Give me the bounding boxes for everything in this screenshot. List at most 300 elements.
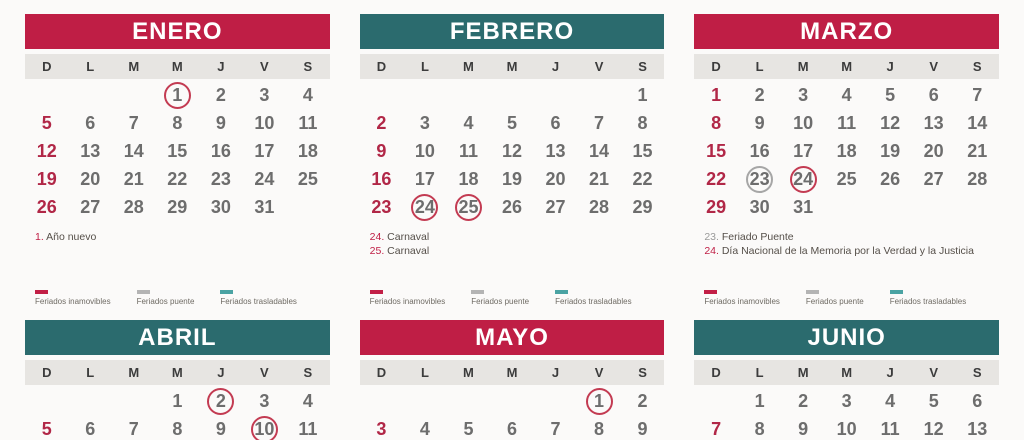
- day-number: 11: [458, 140, 478, 161]
- day-number: 4: [841, 84, 852, 105]
- weekday-label: J: [217, 365, 225, 380]
- day-cell: [825, 387, 869, 415]
- weekday-header-row: [694, 360, 999, 385]
- day-grid: [694, 387, 999, 440]
- day-number: 21: [123, 168, 144, 189]
- day-cell: [781, 137, 825, 165]
- day-cell: [781, 109, 825, 137]
- holiday-note-text: Feriado Puente: [721, 231, 794, 243]
- legend-item-teal: [555, 290, 631, 306]
- day-cell: [694, 193, 738, 221]
- day-cell-empty: [534, 387, 578, 415]
- day-number: 15: [706, 140, 727, 161]
- day-number: 8: [594, 418, 605, 439]
- day-number: 3: [259, 84, 270, 105]
- day-cell: [825, 415, 869, 440]
- weekday-label: M: [128, 365, 140, 380]
- legend-swatch-gray-icon: [471, 290, 484, 294]
- day-cell: [825, 137, 869, 165]
- weekday-label: M: [841, 59, 853, 74]
- day-number-circled-red: 10: [251, 416, 278, 440]
- day-cell: [199, 387, 243, 415]
- weekday-label: S: [303, 365, 313, 380]
- day-number: 21: [589, 168, 610, 189]
- day-cell: [955, 137, 999, 165]
- day-cell: [534, 193, 578, 221]
- day-number: 23: [371, 196, 392, 217]
- weekday-label: D: [711, 59, 721, 74]
- legend-swatch-gray-icon: [137, 290, 150, 294]
- day-cell: [868, 415, 912, 440]
- day-number: 1: [754, 390, 765, 411]
- day-number: 2: [637, 390, 648, 411]
- day-number: 14: [967, 112, 988, 133]
- day-grid: [25, 81, 330, 221]
- day-number: 22: [167, 168, 188, 189]
- day-cell: [694, 165, 738, 193]
- weekday-label: V: [929, 59, 939, 74]
- day-number: 11: [298, 418, 318, 439]
- day-cell: [156, 415, 200, 440]
- day-cell: [112, 193, 156, 221]
- day-number: 25: [297, 168, 318, 189]
- month-title: ENERO: [132, 17, 223, 45]
- day-cell: [69, 165, 113, 193]
- legend-item-gray: [471, 290, 529, 306]
- day-cell: [156, 387, 200, 415]
- day-number: 8: [754, 418, 765, 439]
- weekday-label: J: [551, 59, 560, 74]
- day-number: 26: [880, 168, 901, 189]
- day-cell-empty: [403, 81, 447, 109]
- legend-item-red: [704, 290, 780, 306]
- holiday-note-text: Carnaval: [387, 245, 430, 258]
- weekday-label: J: [886, 59, 894, 74]
- day-cell: [738, 81, 782, 109]
- day-cell: [286, 137, 330, 165]
- weekday-label: L: [420, 365, 429, 380]
- day-cell: [781, 81, 825, 109]
- day-cell: [621, 387, 665, 415]
- day-cell: [360, 137, 404, 165]
- day-cell: [156, 193, 200, 221]
- day-number: 4: [302, 390, 313, 411]
- day-cell: [243, 137, 287, 165]
- day-number: 14: [589, 140, 610, 161]
- day-cell: [694, 81, 738, 109]
- day-number: 1: [637, 84, 648, 105]
- day-cell-empty: [447, 81, 491, 109]
- day-cell: [360, 415, 404, 440]
- day-cell: [447, 193, 491, 221]
- day-cell-empty: [825, 193, 869, 221]
- day-number: 8: [711, 112, 722, 133]
- weekday-label: L: [755, 59, 764, 74]
- day-number-circled-red: 1: [164, 82, 191, 109]
- weekday-label: V: [594, 365, 604, 380]
- weekday-label: D: [42, 365, 52, 380]
- day-cell: [286, 165, 330, 193]
- month-title: JUNIO: [807, 323, 886, 351]
- day-number: 18: [458, 168, 479, 189]
- day-number: 9: [637, 418, 648, 439]
- month-title-bar: [25, 14, 330, 49]
- day-number: 20: [923, 140, 944, 161]
- day-cell: [243, 165, 287, 193]
- day-cell: [403, 137, 447, 165]
- day-number: 13: [80, 140, 101, 161]
- day-number: 10: [793, 112, 814, 133]
- weekday-label: L: [86, 59, 95, 74]
- holiday-note: [35, 230, 330, 244]
- day-number: 16: [210, 140, 231, 161]
- day-number: 10: [254, 112, 275, 133]
- day-number: 3: [419, 112, 430, 133]
- day-number: 6: [506, 418, 517, 439]
- day-cell-empty: [25, 387, 69, 415]
- day-cell: [243, 109, 287, 137]
- day-cell-empty: [955, 193, 999, 221]
- day-number: 11: [837, 112, 857, 133]
- day-number: 16: [371, 168, 392, 189]
- day-number: 2: [754, 84, 765, 105]
- day-cell: [490, 109, 534, 137]
- day-number: 31: [254, 196, 275, 217]
- day-cell: [738, 193, 782, 221]
- day-cell: [738, 109, 782, 137]
- day-number: 16: [749, 140, 770, 161]
- weekday-label: S: [638, 59, 647, 74]
- day-cell: [621, 109, 665, 137]
- day-cell: [286, 109, 330, 137]
- holiday-note-number: 24.: [704, 245, 722, 258]
- day-number-circled-red: 24: [790, 166, 817, 193]
- day-cell: [490, 165, 534, 193]
- day-cell: [534, 415, 578, 440]
- weekday-label: V: [929, 365, 939, 380]
- day-cell: [912, 109, 956, 137]
- day-cell: [69, 109, 113, 137]
- legend-label: Feriados inamovibles: [369, 297, 446, 306]
- legend-swatch-gray-icon: [806, 290, 819, 294]
- day-cell: [156, 165, 200, 193]
- day-number: 19: [880, 140, 901, 161]
- day-cell: [694, 415, 738, 440]
- day-cell-empty: [534, 81, 578, 109]
- day-number: 8: [172, 112, 183, 133]
- weekday-header-row: [360, 54, 665, 79]
- weekday-label: M: [171, 59, 183, 74]
- day-number: 19: [501, 168, 522, 189]
- month-title: FEBRERO: [449, 17, 575, 45]
- legend-label: Feriados trasladables: [889, 297, 967, 306]
- legend-swatch-red-icon: [370, 290, 383, 294]
- legend-item-red: [35, 290, 111, 306]
- day-number: 2: [798, 390, 809, 411]
- holiday-note: [704, 244, 999, 258]
- day-number: 9: [754, 112, 765, 133]
- month-abril: [25, 320, 330, 440]
- day-number: 5: [885, 84, 896, 105]
- holiday-note: [370, 230, 665, 244]
- day-cell: [738, 415, 782, 440]
- holiday-legend: [704, 290, 966, 306]
- legend-label: Feriados puente: [136, 297, 195, 306]
- month-marzo: [694, 14, 999, 258]
- legend-item-gray: [806, 290, 864, 306]
- day-number: 7: [128, 418, 139, 439]
- day-cell: [534, 165, 578, 193]
- day-number: 24: [254, 168, 275, 189]
- day-cell-empty: [490, 81, 534, 109]
- day-cell: [955, 165, 999, 193]
- day-number: 27: [545, 196, 566, 217]
- day-cell-empty: [447, 387, 491, 415]
- day-cell: [156, 81, 200, 109]
- legend-swatch-teal-icon: [890, 290, 903, 294]
- month-mayo: [360, 320, 665, 440]
- day-number: 5: [41, 112, 52, 133]
- day-number: 19: [36, 168, 57, 189]
- day-cell: [825, 109, 869, 137]
- day-grid: [694, 81, 999, 221]
- month-title: MARZO: [800, 17, 894, 45]
- day-number-circled-red: 2: [207, 388, 234, 415]
- day-number: 8: [637, 112, 648, 133]
- weekday-label: M: [463, 59, 474, 74]
- holiday-note-number: 1.: [35, 231, 47, 243]
- day-number: 12: [501, 140, 522, 161]
- legend-label: Feriados puente: [805, 297, 864, 306]
- day-cell: [955, 81, 999, 109]
- day-cell: [199, 137, 243, 165]
- day-number: 7: [711, 418, 722, 439]
- day-cell: [868, 165, 912, 193]
- day-cell-empty: [490, 387, 534, 415]
- day-cell: [912, 137, 956, 165]
- holiday-note-number: 24.: [369, 231, 388, 243]
- day-number: 11: [880, 418, 900, 439]
- weekday-label: S: [972, 59, 982, 74]
- day-cell: [243, 415, 287, 440]
- day-cell: [447, 415, 491, 440]
- day-number: 30: [210, 196, 231, 217]
- day-number: 6: [972, 390, 983, 411]
- day-cell-empty: [286, 193, 330, 221]
- day-cell: [490, 193, 534, 221]
- weekday-label: D: [376, 59, 387, 74]
- day-cell: [199, 415, 243, 440]
- day-cell: [25, 415, 69, 440]
- day-number: 3: [259, 390, 270, 411]
- day-cell: [912, 387, 956, 415]
- day-number: 4: [885, 390, 896, 411]
- day-cell: [286, 81, 330, 109]
- day-cell: [447, 165, 491, 193]
- weekday-label: D: [711, 365, 721, 380]
- holiday-note: [704, 230, 999, 244]
- day-number: 3: [376, 418, 387, 439]
- legend-swatch-teal-icon: [220, 290, 233, 294]
- day-number: 13: [923, 112, 944, 133]
- weekday-label: J: [551, 365, 560, 380]
- month-title: ABRIL: [138, 323, 217, 351]
- day-number: 10: [414, 140, 435, 161]
- day-cell-empty: [69, 387, 113, 415]
- day-cell: [577, 415, 621, 440]
- day-cell: [25, 137, 69, 165]
- day-cell: [534, 137, 578, 165]
- day-cell: [738, 165, 782, 193]
- weekday-label: M: [171, 365, 183, 380]
- weekday-label: M: [797, 59, 809, 74]
- day-cell: [69, 137, 113, 165]
- day-number: 8: [172, 418, 183, 439]
- day-cell: [112, 137, 156, 165]
- day-cell: [912, 81, 956, 109]
- day-grid: [25, 387, 330, 440]
- day-number: 5: [928, 390, 939, 411]
- day-grid: [360, 387, 665, 440]
- legend-label: Feriados inamovibles: [35, 297, 111, 306]
- day-number: 17: [793, 140, 814, 161]
- day-cell: [199, 109, 243, 137]
- day-number: 26: [36, 196, 57, 217]
- weekday-label: V: [260, 365, 269, 380]
- day-number: 28: [967, 168, 988, 189]
- weekday-label: M: [797, 365, 809, 380]
- legend-item-teal: [890, 290, 966, 306]
- day-number: 13: [545, 140, 566, 161]
- day-number: 10: [836, 418, 857, 439]
- day-cell: [447, 109, 491, 137]
- day-number: 7: [594, 112, 605, 133]
- day-cell: [577, 165, 621, 193]
- day-cell: [25, 193, 69, 221]
- day-number: 14: [123, 140, 144, 161]
- day-cell: [738, 137, 782, 165]
- weekday-header-row: [25, 54, 330, 79]
- day-cell: [621, 137, 665, 165]
- day-cell: [286, 415, 330, 440]
- day-number: 9: [215, 112, 226, 133]
- day-number: 30: [749, 196, 770, 217]
- day-cell: [490, 137, 534, 165]
- day-cell: [868, 387, 912, 415]
- day-cell: [577, 137, 621, 165]
- day-cell: [156, 109, 200, 137]
- day-number: 27: [923, 168, 944, 189]
- day-cell: [825, 165, 869, 193]
- day-number: 22: [706, 168, 727, 189]
- day-grid: [360, 81, 665, 221]
- day-number-circled-red: 1: [586, 388, 613, 415]
- day-cell-empty: [868, 193, 912, 221]
- weekday-header-row: [360, 360, 665, 385]
- day-number: 1: [172, 390, 183, 411]
- day-cell: [955, 415, 999, 440]
- legend-swatch-red-icon: [35, 290, 48, 294]
- day-number: 3: [841, 390, 852, 411]
- day-cell: [912, 415, 956, 440]
- month-title: MAYO: [475, 323, 549, 351]
- day-cell: [781, 415, 825, 440]
- day-number: 9: [215, 418, 226, 439]
- day-number: 15: [167, 140, 188, 161]
- month-title-bar: [360, 14, 665, 49]
- holiday-note-text: Año nuevo: [46, 231, 97, 243]
- day-number: 4: [419, 418, 430, 439]
- day-cell: [868, 81, 912, 109]
- day-cell: [955, 109, 999, 137]
- weekday-label: M: [128, 59, 140, 74]
- day-cell-empty: [112, 387, 156, 415]
- holiday-legend: [35, 290, 297, 306]
- day-number: 17: [414, 168, 435, 189]
- weekday-label: D: [376, 365, 387, 380]
- day-number: 29: [706, 196, 727, 217]
- weekday-label: V: [260, 59, 269, 74]
- day-number: 22: [632, 168, 653, 189]
- weekday-label: S: [303, 59, 313, 74]
- day-number: 18: [836, 140, 857, 161]
- day-number: 7: [128, 112, 139, 133]
- day-cell: [360, 193, 404, 221]
- calendar-column-1: [25, 14, 330, 440]
- day-cell: [360, 165, 404, 193]
- day-cell: [25, 109, 69, 137]
- day-number: 31: [793, 196, 814, 217]
- weekday-label: M: [841, 365, 853, 380]
- holiday-notes: [694, 230, 999, 258]
- day-cell: [781, 193, 825, 221]
- day-number: 9: [376, 140, 387, 161]
- day-cell: [694, 137, 738, 165]
- weekday-header-row: [25, 360, 330, 385]
- day-cell-empty: [25, 81, 69, 109]
- day-cell: [621, 165, 665, 193]
- day-cell: [738, 387, 782, 415]
- day-cell: [868, 109, 912, 137]
- weekday-label: S: [638, 365, 647, 380]
- day-number: 23: [210, 168, 231, 189]
- weekday-label: S: [972, 365, 982, 380]
- day-cell: [694, 109, 738, 137]
- day-cell: [156, 137, 200, 165]
- day-number: 20: [80, 168, 101, 189]
- day-number: 2: [215, 84, 226, 105]
- holiday-note-text: Día Nacional de la Memoria por la Verdad y la Justicia: [721, 245, 974, 258]
- weekday-label: J: [886, 365, 894, 380]
- day-cell: [112, 415, 156, 440]
- month-title-bar: [694, 320, 999, 355]
- day-cell-empty: [360, 387, 404, 415]
- legend-label: Feriados puente: [471, 297, 530, 306]
- day-number: 29: [632, 196, 653, 217]
- legend-label: Feriados trasladables: [220, 297, 297, 306]
- weekday-label: M: [506, 365, 518, 380]
- day-cell: [403, 165, 447, 193]
- day-cell: [360, 109, 404, 137]
- month-junio: [694, 320, 999, 440]
- day-number: 28: [589, 196, 610, 217]
- day-cell: [403, 193, 447, 221]
- holiday-notes: [360, 230, 665, 258]
- day-cell: [621, 193, 665, 221]
- day-cell: [447, 137, 491, 165]
- day-cell: [577, 387, 621, 415]
- weekday-label: L: [755, 365, 764, 380]
